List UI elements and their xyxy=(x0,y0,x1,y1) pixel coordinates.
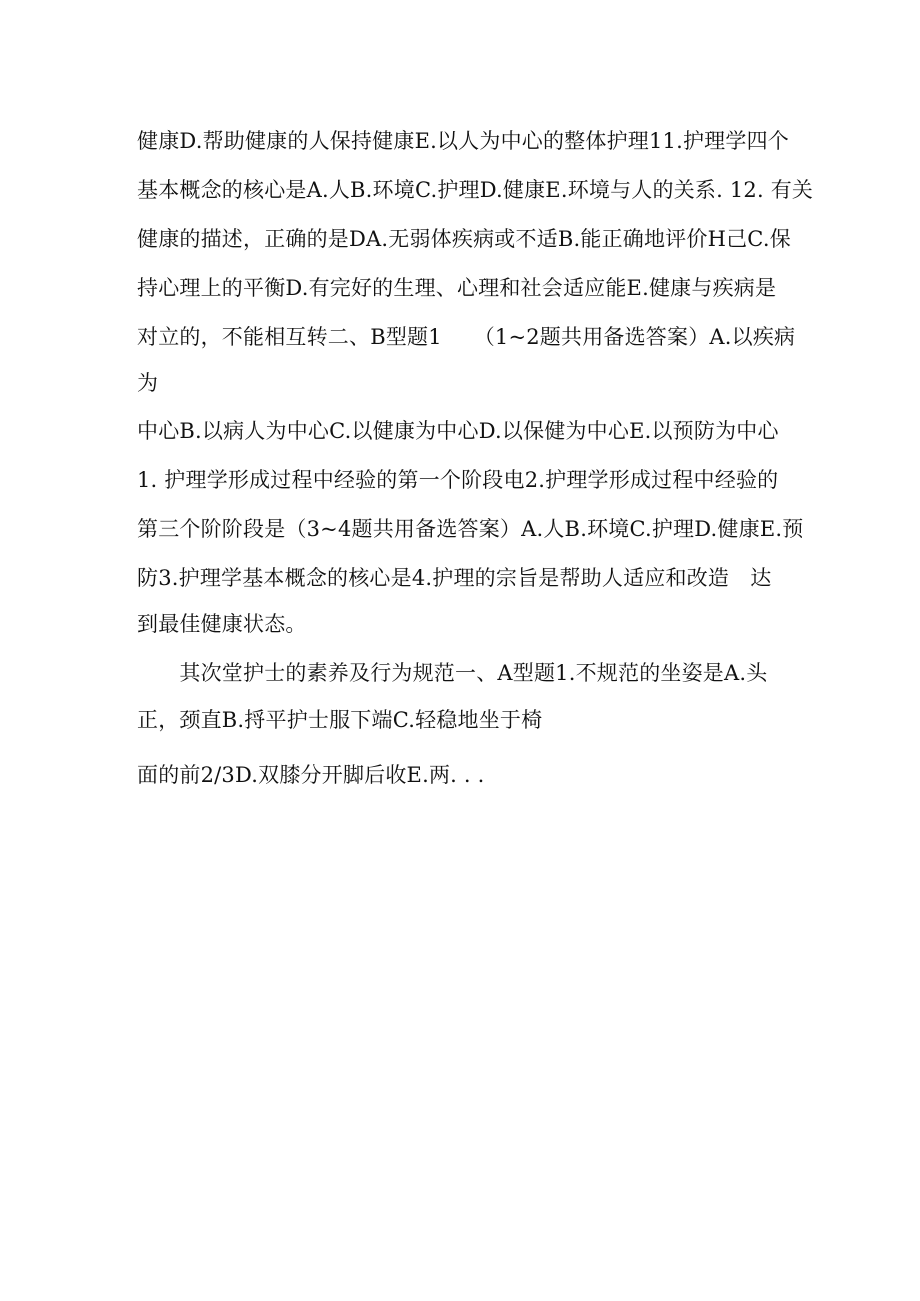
text-line: 防3.护理学基本概念的核心是4.护理的宗旨是帮助人适应和改造 达 xyxy=(137,566,772,590)
text-line: 到最佳健康状态。 xyxy=(137,612,307,636)
text-line: 健康D.帮助健康的人保持健康E.以人为中心的整体护理11.护理学四个 xyxy=(137,129,789,153)
text-line: 1. 护理学形成过程中经验的第一个阶段电2.护理学形成过程中经验的 xyxy=(137,468,779,492)
text-line: 对立的，不能相互转二、B型题1 （1~2题共用备选答案）A.以疾病 xyxy=(137,325,796,349)
text-line: 基本概念的核心是A.人B.环境C.护理D.健康E.环境与人的关系. 12. 有关 xyxy=(137,178,814,202)
text-line: 中心B.以病人为中心C.以健康为中心D.以保健为中心E.以预防为中心 xyxy=(137,419,779,443)
text-line: 第三个阶阶段是（3~4题共用备选答案）A.人B.环境C.护理D.健康E.预 xyxy=(137,517,804,541)
text-line: 健康的描述，正确的是DA.无弱体疾病或不适B.能正确地评价H己C.保 xyxy=(137,227,791,251)
text-line: 为 xyxy=(137,371,159,395)
text-line: 持心理上的平衡D.有完好的生理、心理和社会适应能E.健康与疾病是 xyxy=(137,276,777,300)
text-line: 正，颈直B.捋平护士服下端C.轻稳地坐于椅 xyxy=(137,708,543,732)
text-line: 其次堂护士的素养及行为规范一、A型题1.不规范的坐姿是A.头 xyxy=(137,661,768,685)
text-line: 面的前2/3D.双膝分开脚后收E.两. . . xyxy=(137,763,485,787)
